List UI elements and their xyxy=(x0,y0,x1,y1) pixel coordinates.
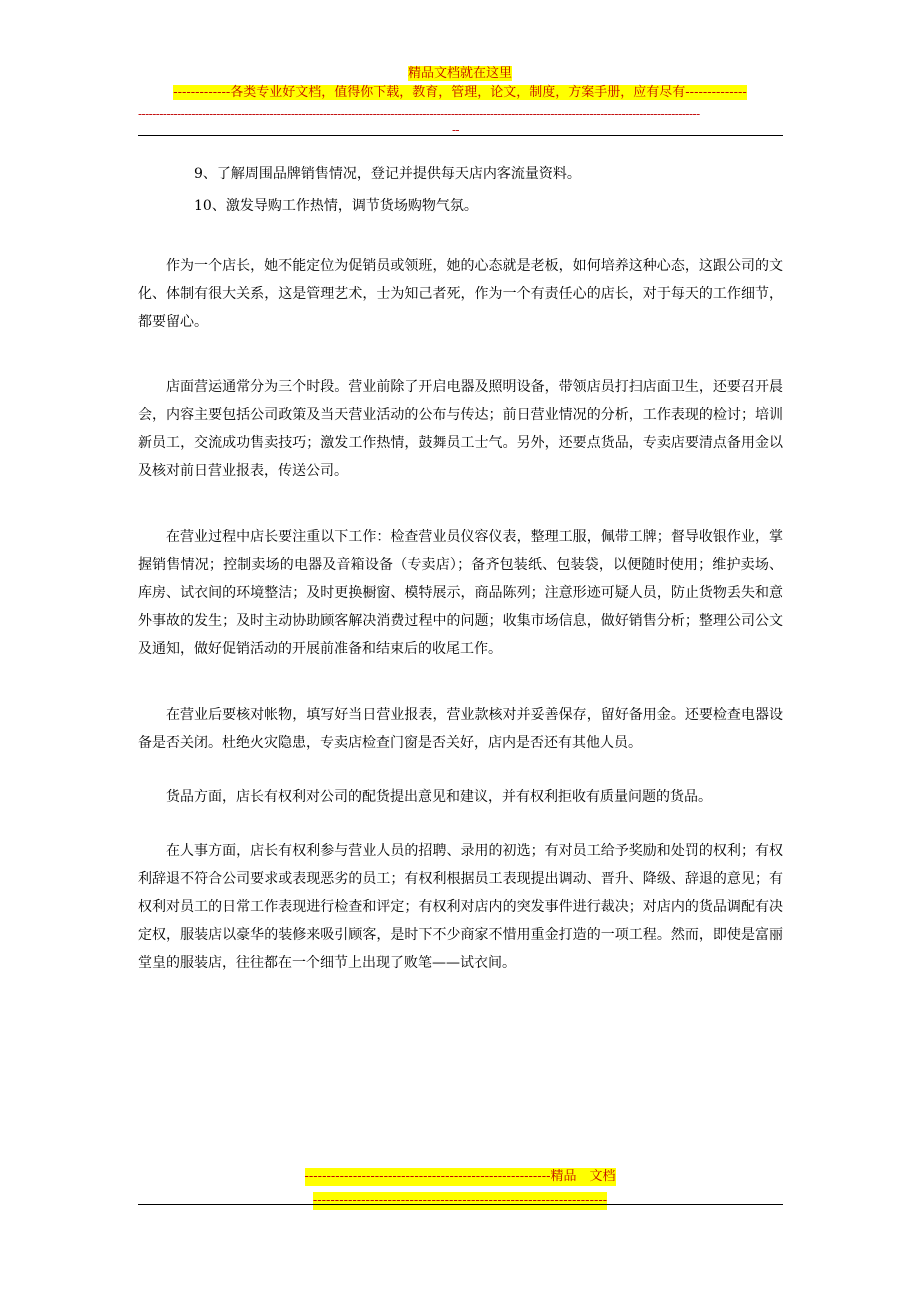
paragraph-during-business: 在营业过程中店长要注重以下工作：检查营业员仪容仪表，整理工服，佩带工牌；督导收银作业，掌握销售情况；控制卖场的电器及音箱设备（专卖店）；备齐包装纸、包装袋，以便随时使用；维护卖场、库房、试衣间的环境整洁；及时更换橱窗、模特展示，商品陈列；注意形迹可疑人员，防止货物丢失和意外事故的发生；及时主动协助顾客解决消费过程中的问题；收集市场信息，做好销售分析；整理公司公文及通知，做好促销活动的开展前准备和结束后的收尾工作。 xyxy=(138,529,783,657)
footer-line-1: --------------------------------------------------------精品 文档 xyxy=(304,1169,616,1184)
header-rule xyxy=(138,135,783,136)
list-item-10: 10、激发导购工作热情，调节货场购物气氛。 xyxy=(194,198,478,214)
list-item-9: 9、了解周围品牌销售情况，登记并提供每天店内客流量资料。 xyxy=(194,166,581,182)
paragraph-gap xyxy=(138,336,783,373)
paragraph-gap xyxy=(138,220,783,252)
header-title: 精品文档就在这里 xyxy=(407,66,512,81)
paragraph-gap xyxy=(138,663,783,701)
page-header xyxy=(0,64,920,137)
paragraph-gap xyxy=(138,757,783,783)
paragraph-gap xyxy=(138,485,783,523)
header-separator-dashes: -------------------------------------------------------------------------------------------------------------------------------------------------------------- xyxy=(138,107,700,121)
paragraph-after-business: 在营业后要核对帐物，填写好当日营业报表，营业款核对并妥善保存，留好备用金。还要检查电器设备是否关闭。杜绝火灾隐患，专卖店检查门窗是否关好，店内是否还有其他人员。 xyxy=(138,707,783,751)
page-footer xyxy=(0,1168,920,1216)
document-body xyxy=(138,160,783,977)
header-banner: -------------各类专业好文档，值得你下载，教育，管理，论文，制度，方案手册，应有尽有-------------- xyxy=(173,85,747,100)
paragraph-personnel-rights: 在人事方面，店长有权利参与营业人员的招聘、录用的初选；有对员工给予奖励和处罚的权利；有权利辞退不符合公司要求或表现恶劣的员工；有权利根据员工表现提出调动、晋升、降级、辞退的意见；有权利对员工的日常工作表现进行检查和评定；有权利对店内的突发事件进行裁决；对店内的货品调配有决定权，服装店以豪华的装修来吸引顾客，是时下不少商家不惜用重金打造的一项工程。然而，即使是富丽堂皇的服装店，往往都在一个细节上出现了败笔——试衣间。 xyxy=(138,843,783,971)
header-separator-dashes-tail: -- xyxy=(452,123,460,137)
footer-line-2: ------------------------------------------------------------------- xyxy=(312,1193,608,1208)
paragraph-merchandise-rights: 货品方面，店长有权利对公司的配货提出意见和建议，并有权利拒收有质量问题的货品。 xyxy=(166,789,712,805)
paragraph-store-operation-periods: 店面营运通常分为三个时段。营业前除了开启电器及照明设备，带领店员打扫店面卫生，还要召开晨会，内容主要包括公司政策及当天营业活动的公布与传达；前日营业情况的分析，工作表现的检讨；培训新员工，交流成功售卖技巧；激发工作热情，鼓舞员工士气。另外，还要点货品，专卖店要清点备用金以及核对前日营业报表，传送公司。 xyxy=(138,379,783,479)
footer-rule xyxy=(138,1204,783,1205)
paragraph-store-manager-role: 作为一个店长，她不能定位为促销员或领班，她的心态就是老板，如何培养这种心态，这跟公司的文化、体制有很大关系，这是管理艺术，士为知己者死，作为一个有责任心的店长，对于每天的工作细节，都要留心。 xyxy=(138,258,783,330)
paragraph-gap xyxy=(138,811,783,837)
